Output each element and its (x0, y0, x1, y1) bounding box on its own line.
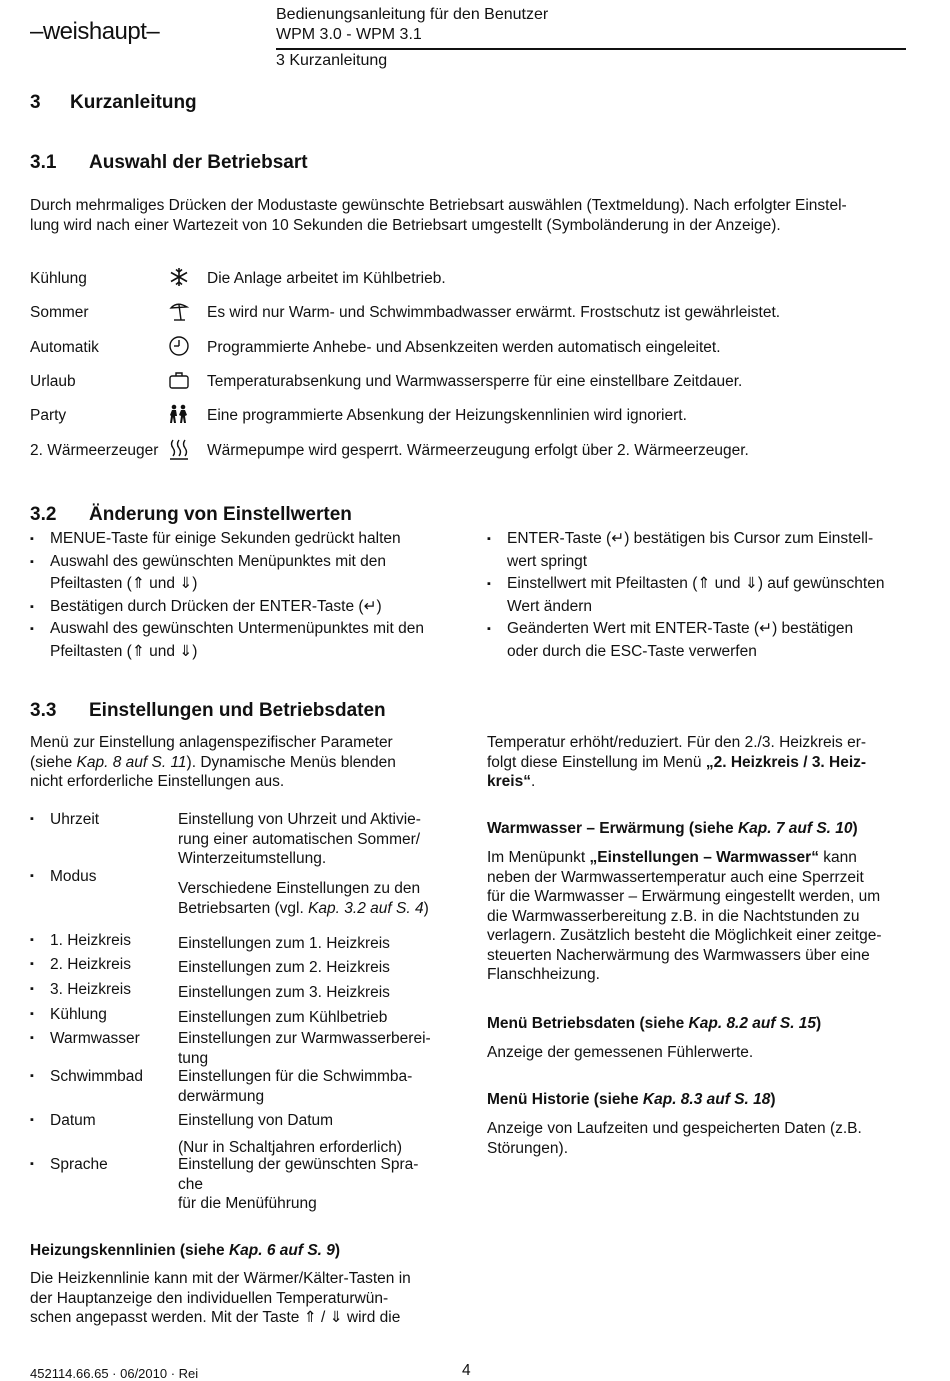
menu-description: Einstellungen zum Kühlbetrieb (178, 1009, 388, 1026)
menu-row-heizkreis-1 (30, 931, 460, 953)
list-item-text: Pfeiltasten (⇑ und ⇓) (50, 575, 198, 592)
mode-row-party (30, 407, 910, 441)
list-item-text: Pfeiltasten (⇑ und ⇓) (50, 642, 198, 660)
list-item-text: Wert ändern (507, 597, 593, 615)
betriebsdaten-text: Anzeige der gemessenen Fühlerwerte. (487, 1044, 754, 1061)
section-title: Einstellungen und Betriebsdaten (89, 700, 386, 721)
mode-name: Kühlung (30, 270, 87, 287)
text: Im Menüpunkt (487, 849, 590, 866)
bullet: ▪ (30, 1158, 34, 1170)
menu-name: 2. Heizkreis (50, 956, 131, 973)
menu-description (178, 879, 463, 918)
list-item-text: ENTER-Taste (↵) bestätigen bis Cursor zum Einstell- (507, 530, 874, 547)
warmwasser-heading (487, 820, 858, 838)
header-chapter: 3 Kurzanleitung (276, 52, 388, 69)
desc-line: (Nur in Schaltjahren erforderlich) (178, 1138, 402, 1156)
section-number: 3.1 (30, 152, 57, 173)
text-line: Störungen). (487, 1139, 568, 1157)
text-line: Flanschheizung. (487, 966, 600, 983)
list-item-text: wert springt (507, 552, 588, 570)
bullet: ▪ (30, 1114, 34, 1126)
list-item (487, 573, 917, 618)
menu-row-modus (30, 867, 460, 921)
chapter-reference: Kap. 6 auf S. 9 (228, 1242, 335, 1259)
list-item-text: MENUE-Taste für einige Sekunden gedrückt halten (50, 530, 401, 547)
intro-line: Durch mehrmaliges Drücken der Modustaste gewünschte Betriebsart auswählen (Textmeldung). Nach erfolgter Einstel- (30, 197, 847, 214)
desc-line: tung (178, 1049, 209, 1067)
menu-description: Einstellungen zum 2. Heizkreis (178, 959, 390, 976)
text-line: die Warmwasserbereitung z.B. in die Nachtstunden zu (487, 907, 860, 925)
menu-name: 3. Heizkreis (50, 981, 131, 998)
menu-name: Modus (50, 868, 97, 885)
document-header (276, 5, 548, 45)
menu-name: Warmwasser (50, 1030, 140, 1047)
bullet: ▪ (30, 813, 34, 825)
menu-name: Uhrzeit (50, 811, 100, 828)
mode-description: Temperaturabsenkung und Warmwassersperre für eine einstellbare Zeitdauer. (207, 373, 743, 390)
menu-name: Schwimmbad (50, 1068, 144, 1085)
text: (siehe (30, 753, 77, 771)
list-item-text: Auswahl des gewünschten Menüpunktes mit den (50, 552, 387, 570)
list-item-text: Geänderten Wert mit ENTER-Taste (↵) bestätigen (507, 620, 854, 637)
menu-description (178, 1111, 463, 1157)
desc-line: Einstellung von Uhrzeit und Aktivie- (178, 811, 421, 828)
text-line: neben der Warmwassertemperatur auch eine Sperrzeit (487, 868, 864, 886)
section-3-heading (30, 92, 197, 114)
list-item-text: oder durch die ESC-Taste verwerfen (507, 642, 757, 660)
menu-row-sprache (30, 1155, 460, 1215)
menu-row-warmwasser (30, 1029, 460, 1069)
heizkreis-continuation (487, 733, 917, 792)
betriebsdaten-heading (487, 1015, 821, 1033)
heat-icon (168, 438, 190, 460)
desc-line: Verschiedene Einstellungen zu den (178, 880, 421, 897)
text-line: Temperatur erhöht/reduziert. Für den 2./3. Heizkreis er- (487, 734, 867, 751)
mode-name: Party (30, 407, 67, 424)
bullet: ▪ (30, 1070, 34, 1082)
mode-row-urlaub (30, 373, 910, 407)
header-divider (276, 48, 906, 50)
warmwasser-text (487, 848, 917, 985)
text: Warmwasser – Erwärmung (siehe (487, 820, 738, 837)
intro-line: Menü zur Einstellung anlagenspezifischer Parameter (30, 734, 393, 751)
chapter-reference: Kap. 8.3 auf S. 18 (642, 1091, 771, 1108)
text: kann (818, 849, 857, 866)
section-title: Änderung von Einstellwerten (89, 504, 352, 525)
mode-description: Eine programmierte Absenkung der Heizungskennlinien wird ignoriert. (207, 407, 687, 424)
menu-description (178, 810, 463, 869)
section-3-2-heading (30, 504, 352, 526)
footer-document-number: 452114.66.65 · 06/2010 · Rei (30, 1366, 199, 1381)
mode-description: Wärmepumpe wird gesperrt. Wärmeerzeugung erfolgt über 2. Wärmeerzeuger. (207, 442, 749, 459)
chapter-reference: Kap. 8 auf S. 11 (76, 753, 187, 771)
list-item (30, 551, 460, 596)
menu-description: Einstellungen zum 3. Heizkreis (178, 984, 390, 1001)
menu-description (178, 1029, 463, 1068)
list-item (30, 596, 460, 619)
desc-line: Einstellungen zur Warmwasserberei- (178, 1030, 431, 1047)
desc-line: Winterzeitumstellung. (178, 850, 327, 867)
desc-line: für die Menüführung (178, 1195, 317, 1212)
mode-description: Die Anlage arbeitet im Kühlbetrieb. (207, 270, 446, 287)
menu-row-datum (30, 1111, 460, 1157)
header-model: WPM 3.0 - WPM 3.1 (276, 26, 422, 43)
list-item-text: Bestätigen durch Drücken der ENTER-Taste (↵) (50, 597, 382, 615)
text-line: Anzeige von Laufzeiten und gespeicherten Daten (z.B. (487, 1120, 862, 1137)
suitcase-icon (168, 369, 190, 391)
bullet: ▪ (30, 1032, 34, 1044)
section-title: Kurzanleitung (70, 92, 197, 113)
bullet: ▪ (30, 983, 34, 995)
steps-list-right (487, 528, 917, 663)
mode-name: Automatik (30, 339, 99, 356)
desc-line: Einstellung der gewünschten Spra- (178, 1156, 419, 1173)
bullet: ▪ (30, 934, 34, 946)
menu-name: Sprache (50, 1156, 108, 1173)
menu-description (178, 1155, 463, 1214)
text: ) (334, 1242, 341, 1259)
steps-list-left (30, 528, 460, 663)
text: ) (423, 899, 429, 917)
mode-row-automatik (30, 339, 910, 373)
party-icon (168, 403, 190, 425)
text-line (487, 753, 917, 773)
text-line: der Hauptanzeige den individuellen Temperaturwün- (30, 1289, 389, 1307)
chapter-reference: Kap. 7 auf S. 10 (737, 820, 853, 837)
chapter-reference: Kap. 3.2 auf S. 4 (308, 899, 424, 917)
text: . (530, 773, 536, 790)
text: Menü Historie (siehe (487, 1091, 643, 1108)
section-title: Auswahl der Betriebsart (89, 152, 308, 173)
text: Menü Betriebsdaten (siehe (487, 1015, 689, 1032)
list-item-text: Auswahl des gewünschten Untermenüpunktes mit den (50, 620, 424, 637)
heizungskennlinien-heading (30, 1242, 340, 1260)
desc-line: derwärmung (178, 1087, 265, 1105)
section-3-3-intro (30, 733, 460, 792)
text: ) (770, 1091, 776, 1108)
text: Betriebsarten (vgl. (178, 899, 309, 917)
text: folgt diese Einstellung im Menü (487, 753, 706, 771)
menu-name: Datum (50, 1112, 96, 1129)
clock-icon (168, 335, 190, 357)
text: ) (852, 820, 858, 837)
mode-name: Sommer (30, 304, 89, 321)
list-item-text: Einstellwert mit Pfeiltasten (⇑ und ⇓) auf gewünschten (507, 575, 885, 592)
intro-line: lung wird nach einer Wartezeit von 10 Sekunden die Betriebsart umgestellt (Symboländerung in der Anzeige). (30, 217, 781, 234)
desc-line: Einstellungen für die Schwimmba- (178, 1068, 413, 1085)
list-item (30, 528, 460, 551)
menu-row-heizkreis-2 (30, 955, 460, 977)
text-line (487, 848, 917, 868)
menu-name: Kühlung (50, 1006, 107, 1023)
mode-row-kuehlung (30, 270, 910, 304)
menu-row-schwimmbad (30, 1067, 460, 1107)
menu-reference: kreis“ (487, 773, 531, 790)
list-item (487, 618, 917, 663)
menu-reference: „2. Heizkreis / 3. Heiz- (705, 753, 867, 771)
header-title: Bedienungsanleitung für den Benutzer (276, 6, 549, 23)
menu-description (178, 1067, 463, 1106)
historie-heading (487, 1091, 776, 1109)
menu-description: Einstellungen zum 1. Heizkreis (178, 935, 390, 952)
snowflake-icon (168, 266, 190, 288)
menu-row-heizkreis-3 (30, 980, 460, 1002)
mode-row-sommer (30, 304, 910, 338)
section-number: 3.2 (30, 504, 57, 525)
text-line (487, 772, 917, 792)
section-3-1-heading (30, 152, 308, 174)
section-number: 3.3 (30, 700, 57, 721)
text: ). Dynamische Menüs blenden (186, 753, 396, 771)
mode-description: Es wird nur Warm- und Schwimmbadwasser erwärmt. Frostschutz ist gewährleistet. (207, 304, 781, 321)
text-line: schen angepasst werden. Mit der Taste ⇑ / ⇓ wird die (30, 1309, 401, 1326)
mode-name: 2. Wärmeerzeuger (30, 442, 159, 459)
mode-name: Urlaub (30, 373, 76, 390)
text: ) (816, 1015, 822, 1032)
text-line: Die Heizkennlinie kann mit der Wärmer/Kälter-Tasten in (30, 1270, 411, 1287)
section-number: 3 (30, 92, 41, 113)
intro-line: nicht erforderliche Einstellungen aus. (30, 773, 285, 790)
desc-line: Einstellung von Datum (178, 1112, 334, 1129)
bullet: ▪ (30, 870, 34, 882)
menu-name: 1. Heizkreis (50, 932, 131, 949)
menu-row-kuehlung (30, 1005, 460, 1027)
list-item (30, 618, 460, 663)
intro-line (30, 753, 460, 773)
list-item (487, 528, 917, 573)
page-number: 4 (462, 1362, 471, 1379)
desc-line: rung einer automatischen Sommer/ (178, 830, 421, 848)
historie-text (487, 1119, 917, 1158)
menu-row-uhrzeit (30, 810, 460, 870)
text-line: verlagern. Zusätzlich besteht die Möglichkeit einer zeitge- (487, 927, 882, 944)
desc-line: che (178, 1175, 203, 1193)
menu-reference: „Einstellungen – Warmwasser“ (589, 849, 819, 866)
mode-row-waermeerzeuger (30, 442, 910, 476)
bullet: ▪ (30, 958, 34, 970)
text: Heizungskennlinien (siehe (30, 1242, 229, 1259)
text-line: steuerten Nacherwärmung des Warmwassers über eine (487, 946, 870, 964)
brand-logo: –weishaupt– (30, 18, 160, 45)
mode-description: Programmierte Anhebe- und Absenkzeiten werden automatisch eingeleitet. (207, 339, 721, 356)
heizungskennlinien-text (30, 1269, 460, 1328)
section-3-1-intro (30, 196, 847, 236)
parasol-icon (168, 300, 190, 322)
bullet: ▪ (30, 1008, 34, 1020)
section-3-3-heading (30, 700, 386, 722)
chapter-reference: Kap. 8.2 auf S. 15 (688, 1015, 817, 1032)
desc-line (178, 899, 463, 919)
text-line: für die Warmwasser – Erwärmung eingestellt werden, um (487, 888, 881, 905)
